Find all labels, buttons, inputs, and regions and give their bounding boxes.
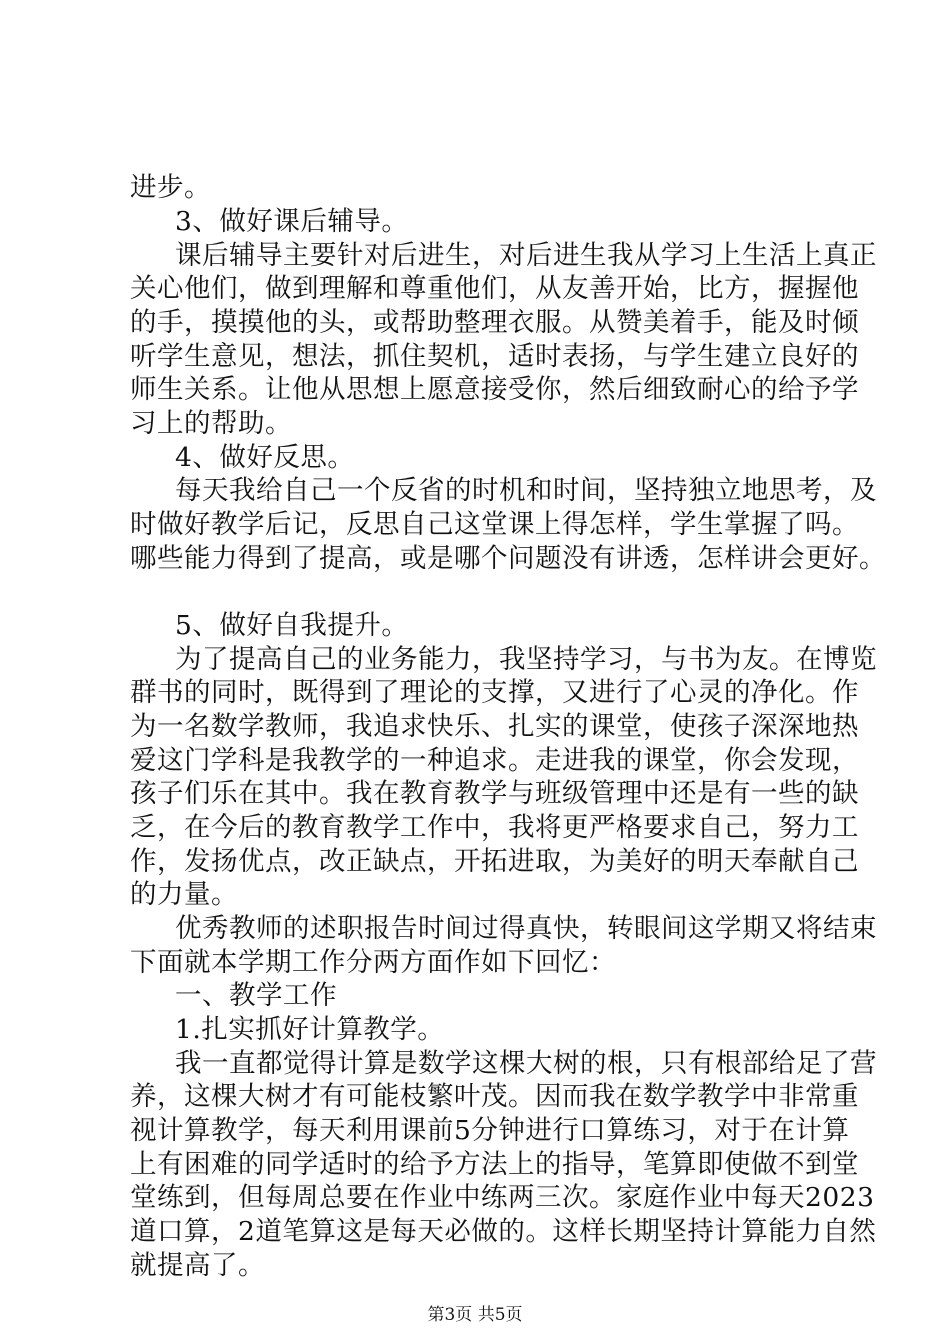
text-line: 视计算教学，每天利用课前5分钟进行口算练习，对于在计算 — [130, 1115, 850, 1146]
text-line: 每天我给自己一个反省的时机和时间，坚持独立地思考，及 — [175, 475, 877, 506]
section-heading: 4、做好反思。 — [175, 442, 355, 473]
section-heading: 一、教学工作 — [175, 980, 337, 1011]
text-line: 下面就本学期工作分两方面作如下回忆： — [130, 947, 616, 978]
text-line: 师生关系。让他从思想上愿意接受你，然后细致耐心的给予学 — [130, 374, 859, 405]
text-line: 我一直都觉得计算是数学这棵大树的根，只有根部给足了营 — [175, 1048, 877, 1079]
text-line: 爱这门学科是我教学的一种追求。走进我的课堂，你会发现， — [130, 745, 859, 776]
text-line: 群书的同时，既得到了理论的支撑，又进行了心灵的净化。作 — [130, 677, 859, 708]
text-line: 孩子们乐在其中。我在教育教学与班级管理中还是有一些的缺 — [130, 778, 859, 809]
text-line: 时做好教学后记，反思自己这堂课上得怎样，学生掌握了吗。 — [130, 509, 859, 540]
text-line: 听学生意见，想法，抓住契机，适时表扬，与学生建立良好的 — [130, 341, 859, 372]
text-line: 关心他们，做到理解和尊重他们，从友善开始，比方，握握他 — [130, 273, 859, 304]
section-heading: 5、做好自我提升。 — [175, 610, 409, 641]
text-line: 堂练到，但每周总要在作业中练两三次。家庭作业中每天2023 — [130, 1182, 875, 1213]
text-line: 优秀教师的述职报告时间过得真快，转眼间这学期又将结束 — [175, 913, 877, 944]
text-line: 养，这棵大树才有可能枝繁叶茂。因而我在数学教学中非常重 — [130, 1081, 859, 1112]
text-line: 乏，在今后的教育教学工作中，我将更严格要求自己，努力工 — [130, 812, 859, 843]
text-line: 为一名数学教师，我追求快乐、扎实的课堂，使孩子深深地热 — [130, 711, 859, 742]
text-line: 哪些能力得到了提高，或是哪个问题没有讲透，怎样讲会更好。 — [130, 543, 886, 574]
page-footer: 第3页 共5页 — [427, 1305, 523, 1325]
text-line: 课后辅导主要针对后进生，对后进生我从学习上生活上真正 — [175, 240, 877, 271]
text-line: 习上的帮助。 — [130, 408, 292, 439]
text-line: 为了提高自己的业务能力，我坚持学习，与书为友。在博览 — [175, 644, 877, 675]
text-line: 进步。 — [130, 172, 211, 203]
section-heading: 3、做好课后辅导。 — [175, 206, 409, 237]
text-line: 的力量。 — [130, 879, 238, 910]
text-line: 就提高了。 — [130, 1250, 265, 1281]
text-line: 作，发扬优点，改正缺点，开拓进取，为美好的明天奉献自己 — [130, 846, 859, 877]
text-line: 道口算，2道笔算这是每天必做的。这样长期坚持计算能力自然 — [130, 1216, 877, 1247]
text-line: 上有困难的同学适时的给予方法上的指导，笔算即使做不到堂 — [130, 1149, 859, 1180]
subsection-heading: 1.扎实抓好计算教学。 — [175, 1014, 445, 1045]
text-line: 的手，摸摸他的头，或帮助整理衣服。从赞美着手，能及时倾 — [130, 307, 859, 338]
